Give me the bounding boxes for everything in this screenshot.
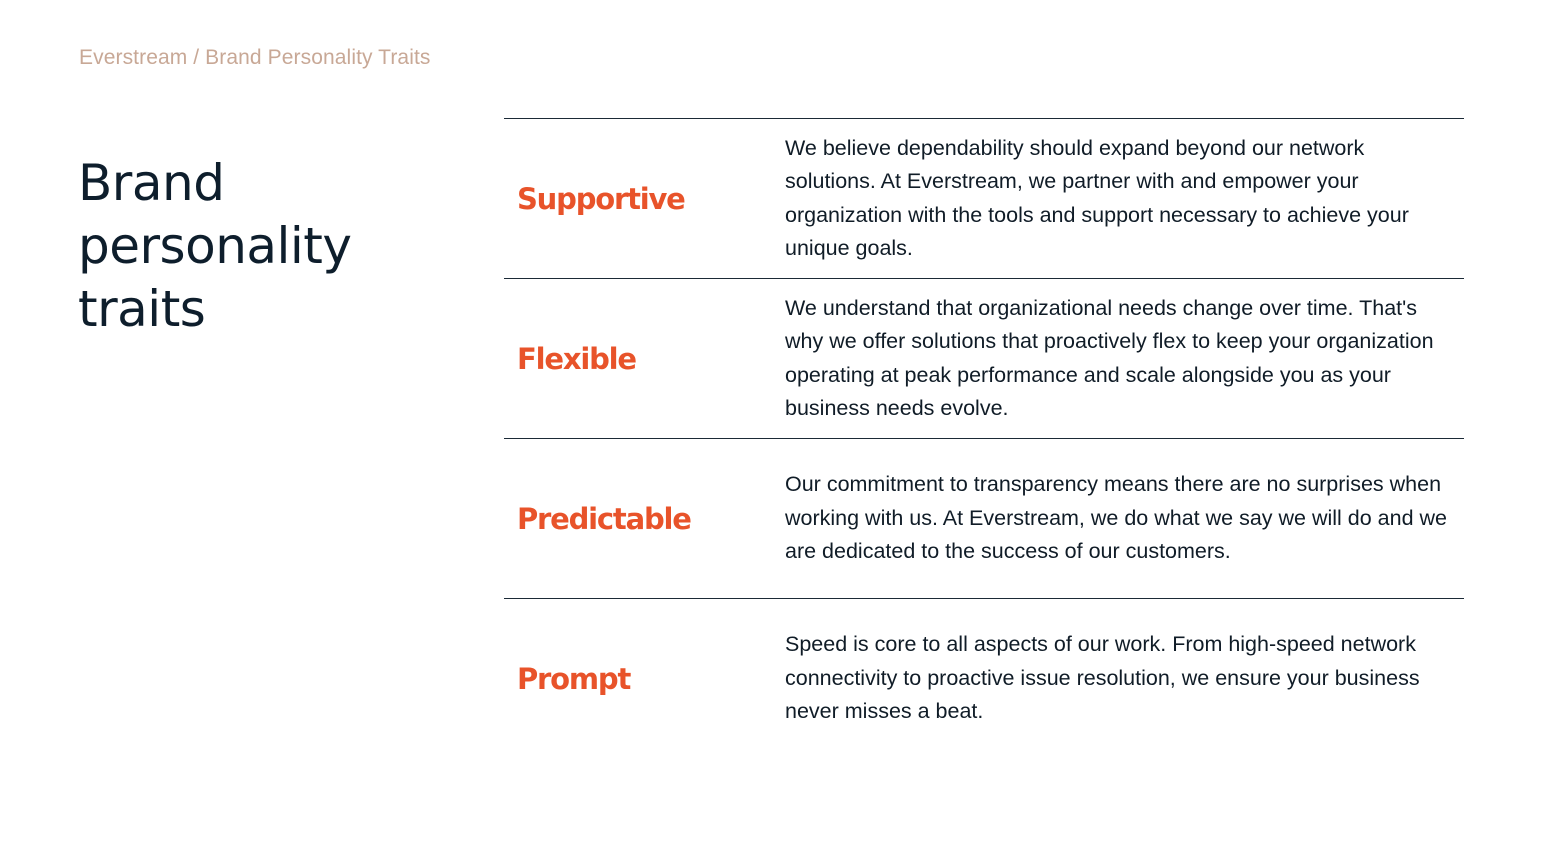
trait-description-text: Our commitment to transparency means there are no surprises when working with us. At Everstream, we do what we say we will do and we are dedicated to the success of our customers.: [785, 472, 1448, 564]
trait-row-prompt: [504, 598, 1464, 758]
page-title: Brand personality traits: [78, 154, 352, 338]
trait-description: [785, 439, 1457, 598]
trait-description-text: We believe dependability should expand beyond our network solutions. At Everstream, we partner with and empower your organization with the tools and support necessary to achieve your unique goals.: [785, 135, 1409, 260]
trait-name: Predictable: [517, 501, 691, 536]
trait-description-text: We understand that organizational needs change over time. That's why we offer solutions that proactively flex to keep your organization operating at peak performance and scale alongside you as your business needs evolve.: [785, 295, 1434, 420]
trait-row-supportive: [504, 118, 1464, 278]
trait-row-predictable: [504, 438, 1464, 598]
trait-row-flexible: [504, 278, 1464, 438]
trait-description: [785, 119, 1457, 278]
trait-name: Prompt: [517, 661, 631, 696]
breadcrumb: Everstream / Brand Personality Traits: [79, 46, 431, 69]
traits-table: [504, 118, 1464, 758]
trait-name: Flexible: [517, 341, 636, 376]
trait-description: [785, 279, 1457, 438]
trait-description-text: Speed is core to all aspects of our work. From high-speed network connectivity to proactive issue resolution, we ensure your business never misses a beat.: [785, 632, 1420, 724]
trait-name: Supportive: [517, 181, 685, 216]
trait-description: [785, 599, 1457, 758]
